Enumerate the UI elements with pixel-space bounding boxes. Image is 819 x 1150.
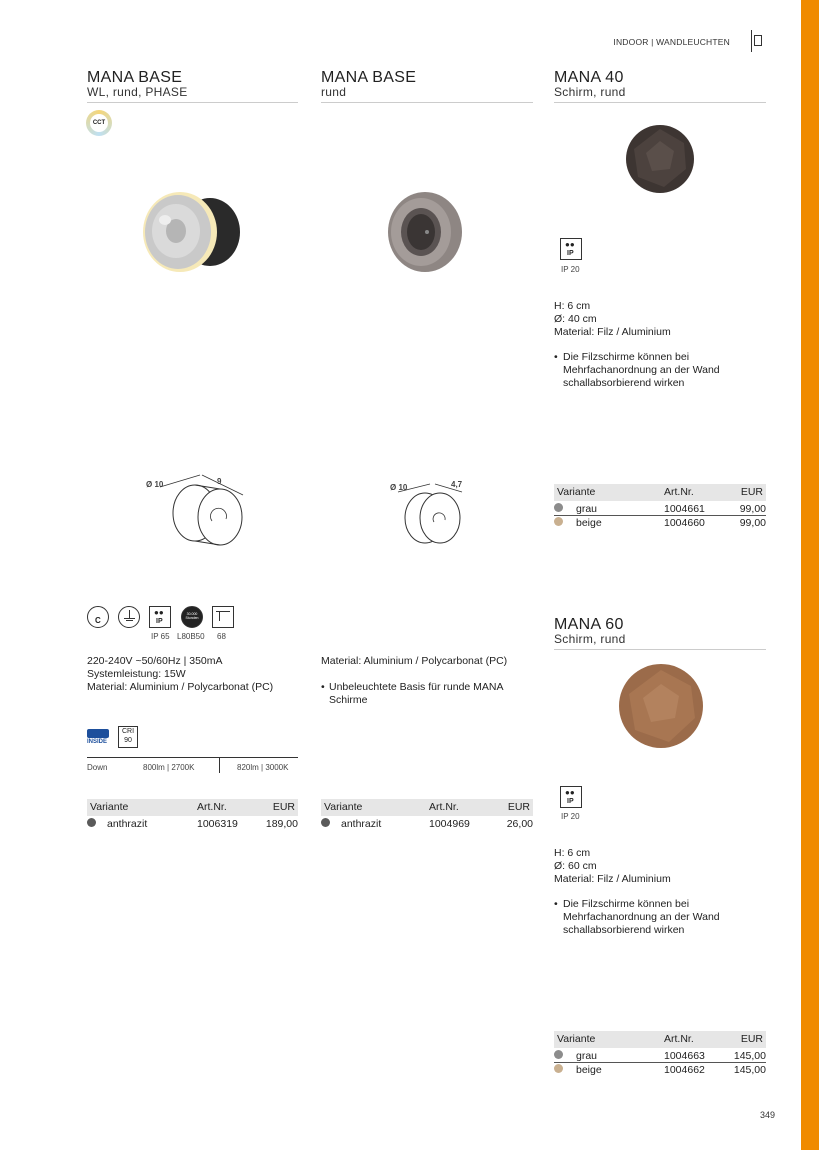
spec-list: H: 6 cm Ø: 40 cm Material: Filz / Aluminium xyxy=(554,300,671,338)
col-artnr: Art.Nr. xyxy=(664,486,694,498)
color-dot xyxy=(321,818,330,827)
title-rule xyxy=(554,649,766,650)
lumen-separator xyxy=(219,757,220,773)
col-variante: Variante xyxy=(557,486,596,498)
cct-badge xyxy=(86,110,112,136)
table-row: beige 1004660 99,00 xyxy=(554,515,766,529)
led-inside-logo: INSIDE xyxy=(87,729,111,747)
ip-label: IP 20 xyxy=(561,812,580,821)
product-photo-mana-60 xyxy=(617,662,705,750)
ip-label: IP 20 xyxy=(561,265,580,274)
lumen-rule xyxy=(87,757,298,758)
price-table-header xyxy=(321,799,533,816)
col-variante: Variante xyxy=(324,801,363,813)
protection-class-icon xyxy=(118,606,140,628)
lumen-value-2: 820lm | 3000K xyxy=(237,763,289,772)
product-subtitle: WL, rund, PHASE xyxy=(87,85,188,99)
product-photo-mana-base-phase xyxy=(140,185,245,285)
breadcrumb: INDOOR | WANDLEUCHTEN xyxy=(613,37,730,47)
spec-line: Systemleistung: 15W xyxy=(87,668,186,680)
icon-label-lifetime: L80B50 xyxy=(177,632,205,641)
table-row: beige 1004662 145,00 xyxy=(554,1062,766,1076)
col-variante: Variante xyxy=(557,1033,596,1045)
col-eur: EUR xyxy=(272,801,295,813)
col-eur: EUR xyxy=(740,1033,763,1045)
color-dot xyxy=(554,1050,563,1059)
ip-rating-icon: ●● IP xyxy=(560,786,582,808)
cct-label: CCT xyxy=(90,114,108,132)
spec-list: H: 6 cm Ø: 60 cm Material: Filz / Aluminium xyxy=(554,847,671,885)
dim-diameter: Ø 10 xyxy=(146,480,164,489)
product-title: MANA BASE xyxy=(87,69,183,86)
color-dot xyxy=(554,503,563,512)
col-eur: EUR xyxy=(740,486,763,498)
color-dot xyxy=(87,818,96,827)
table-row: grau 1004663 145,00 xyxy=(554,1048,766,1063)
color-dot xyxy=(554,517,563,526)
beam-angle-icon xyxy=(212,606,234,628)
breadcrumb-divider xyxy=(751,30,752,52)
dim-depth: 9 xyxy=(217,477,222,486)
wall-lamp-icon xyxy=(754,35,762,46)
bullet-item: • Unbeleuchtete Basis für runde MANA Schirme xyxy=(321,681,503,706)
bullet-item: • Die Filzschirme können bei Mehrfachanordnung an der Wand schallabsorbierend wirken xyxy=(554,898,720,936)
icon-label-angle: 68 xyxy=(217,632,226,641)
ip-rating-icon: ●● IP xyxy=(149,606,171,628)
side-accent-bar xyxy=(801,0,819,1150)
spec-line: Material: Aluminium / Polycarbonat (PC) xyxy=(87,681,274,693)
col-artnr: Art.Nr. xyxy=(429,801,459,813)
product-title: MANA BASE xyxy=(321,69,417,86)
spec-line: 220-240V ~50/60Hz | 350mA xyxy=(87,655,223,667)
col-artnr: Art.Nr. xyxy=(197,801,227,813)
price-table-header xyxy=(554,484,766,501)
product-photo-mana-40 xyxy=(624,123,696,195)
spec-line: Material: Aluminium / Polycarbonat (PC) xyxy=(321,655,508,667)
lumen-value-1: 800lm | 2700K xyxy=(143,763,195,772)
dimension-drawing xyxy=(390,470,480,550)
col-eur: EUR xyxy=(507,801,530,813)
dim-diameter: Ø 10 xyxy=(390,483,408,492)
product-subtitle: rund xyxy=(321,85,347,99)
dim-depth: 4,7 xyxy=(451,480,463,489)
table-row: grau 1004661 99,00 xyxy=(554,501,766,516)
product-photo-mana-base xyxy=(385,190,465,275)
spec-list xyxy=(87,655,302,694)
title-rule xyxy=(554,102,766,103)
product-title: MANA 60 xyxy=(554,616,624,633)
product-subtitle: Schirm, rund xyxy=(554,632,626,646)
dimmable-icon: C xyxy=(87,606,109,628)
product-subtitle: Schirm, rund xyxy=(554,85,626,99)
color-dot xyxy=(554,1064,563,1073)
title-rule xyxy=(321,102,533,103)
cri-badge: CRI 90 xyxy=(118,726,138,748)
col-variante: Variante xyxy=(90,801,129,813)
icon-label-ip: IP 65 xyxy=(151,632,170,641)
page-number: 349 xyxy=(760,1110,776,1120)
col-artnr: Art.Nr. xyxy=(664,1033,694,1045)
product-title: MANA 40 xyxy=(554,69,624,86)
price-table-header xyxy=(554,1031,766,1048)
lifetime-hours-icon: 30.000 Stunden xyxy=(181,606,203,628)
ip-rating-icon: ●● IP xyxy=(560,238,582,260)
table-row: anthrazit 1006319 189,00 xyxy=(87,816,298,830)
dimension-drawing xyxy=(140,465,260,550)
bullet-item: • Die Filzschirme können bei Mehrfachanordnung an der Wand schallabsorbierend wirken xyxy=(554,351,720,389)
title-rule xyxy=(87,102,298,103)
table-row: anthrazit 1004969 26,00 xyxy=(321,816,533,830)
price-table-header xyxy=(87,799,298,816)
lumen-label: Down xyxy=(87,763,108,772)
